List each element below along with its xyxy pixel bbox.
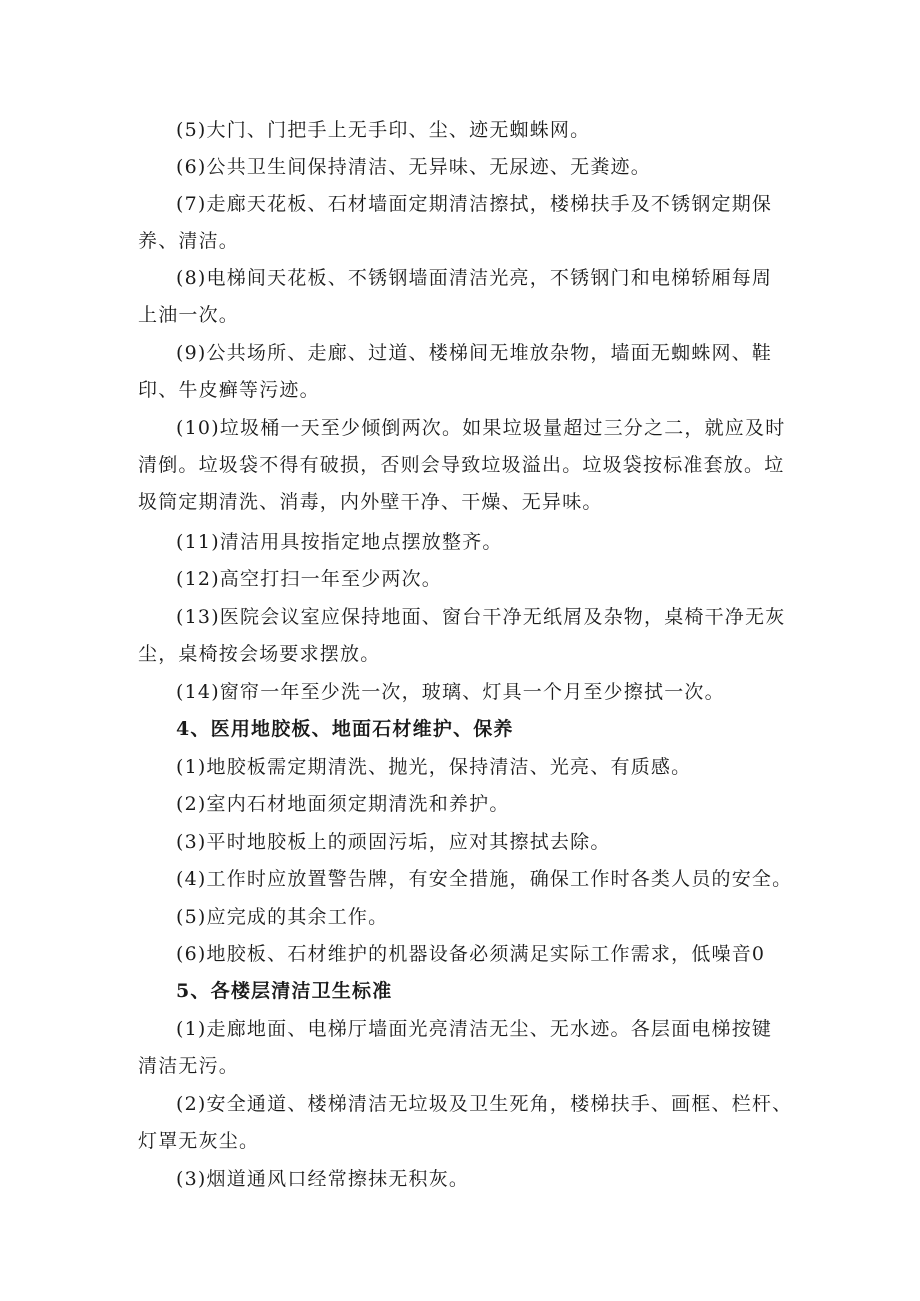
text-line: (10)垃圾桶一天至少倾倒两次。如果垃圾量超过三分之二，就应及时: [176, 417, 786, 439]
text-line: (6)地胶板、石材维护的机器设备必须满足实际工作需求，低噪音0: [176, 943, 766, 965]
paragraph-item-12-high-cleaning: [138, 561, 788, 598]
text-line: (3)烟道通风口经常擦抹无积灰。: [176, 1168, 470, 1190]
paragraph-s5-item-1: [138, 1011, 788, 1085]
text-line: (2)安全通道、楼梯清洁无垃圾及卫生死角，楼梯扶手、画框、栏杆、: [176, 1093, 793, 1115]
section-heading-4: [138, 711, 788, 748]
text-line: (13)医院会议室应保持地面、窗台干净无纸屑及杂物，桌椅干净无灰: [176, 606, 786, 628]
text-line: 清倒。垃圾袋不得有破损，否则会导致垃圾溢出。垃圾袋按标准套放。垃: [138, 454, 785, 476]
paragraph-item-11-tools: [138, 524, 788, 561]
text-line: (4)工作时应放置警告牌，有安全措施，确保工作时各类人员的安全。: [176, 868, 793, 890]
paragraph-s5-item-3: [138, 1161, 788, 1198]
paragraph-s4-item-6: [138, 936, 788, 973]
paragraph-s5-item-2: [138, 1086, 793, 1160]
paragraph-item-7-corridor: [138, 186, 788, 260]
paragraph-s4-item-3: [138, 824, 788, 861]
text-line: 圾筒定期清洗、消毒，内外壁干净、干燥、无异味。: [138, 491, 603, 513]
paragraph-item-6-restroom: [138, 149, 788, 186]
text-line: (3)平时地胶板上的顽固污垢，应对其擦拭去除。: [176, 831, 611, 853]
paragraph-item-13-meeting-room: [138, 599, 788, 673]
paragraph-s4-item-1: [138, 749, 788, 786]
paragraph-s4-item-5: [138, 899, 788, 936]
text-line: 尘，桌椅按会场要求摆放。: [138, 643, 381, 665]
text-line: 灯罩无灰尘。: [138, 1130, 260, 1152]
heading-text: 4、医用地胶板、地面石材维护、保养: [176, 718, 514, 740]
text-line: (9)公共场所、走廊、过道、楼梯间无堆放杂物，墙面无蜘蛛网、鞋: [176, 342, 773, 364]
text-line: 清洁无污。: [138, 1055, 240, 1077]
text-line: (6)公共卫生间保持清洁、无异味、无尿迹、无粪迹。: [176, 156, 651, 178]
heading-text: 5、各楼层清洁卫生标准: [176, 980, 393, 1002]
text-line: (2)室内石材地面须定期清洗和养护。: [176, 793, 510, 815]
text-line: 养、清洁。: [138, 230, 240, 252]
text-line: 印、牛皮癣等污迹。: [138, 379, 320, 401]
text-line: (14)窗帘一年至少洗一次，玻璃、灯具一个月至少擦拭一次。: [176, 681, 725, 703]
paragraph-s4-item-2: [138, 786, 788, 823]
paragraph-item-5-doors: [138, 112, 788, 149]
text-line: (1)走廊地面、电梯厅墙面光亮清洁无尘、无水迹。各层面电梯按键: [176, 1018, 773, 1040]
text-line: (11)清洁用具按指定地点摆放整齐。: [176, 531, 503, 553]
paragraph-item-9-public-areas: [138, 335, 788, 409]
paragraph-s4-item-4: [138, 861, 793, 898]
paragraph-item-14-curtains: [138, 674, 788, 711]
text-line: (8)电梯间天花板、不锈钢墙面清洁光亮，不锈钢门和电梯轿厢每周: [176, 267, 773, 289]
paragraph-item-8-elevator: [138, 260, 788, 334]
text-line: 上油一次。: [138, 304, 240, 326]
section-heading-5: [138, 973, 788, 1010]
paragraph-item-10-trash: [138, 410, 788, 521]
text-line: (5)大门、门把手上无手印、尘、迹无蜘蛛网。: [176, 119, 591, 141]
text-line: (1)地胶板需定期清洗、抛光，保持清洁、光亮、有质感。: [176, 756, 692, 778]
text-line: (12)高空打扫一年至少两次。: [176, 568, 443, 590]
text-line: (5)应完成的其余工作。: [176, 906, 389, 928]
text-line: (7)走廊天花板、石材墙面定期清洁擦拭，楼梯扶手及不锈钢定期保: [176, 193, 773, 215]
